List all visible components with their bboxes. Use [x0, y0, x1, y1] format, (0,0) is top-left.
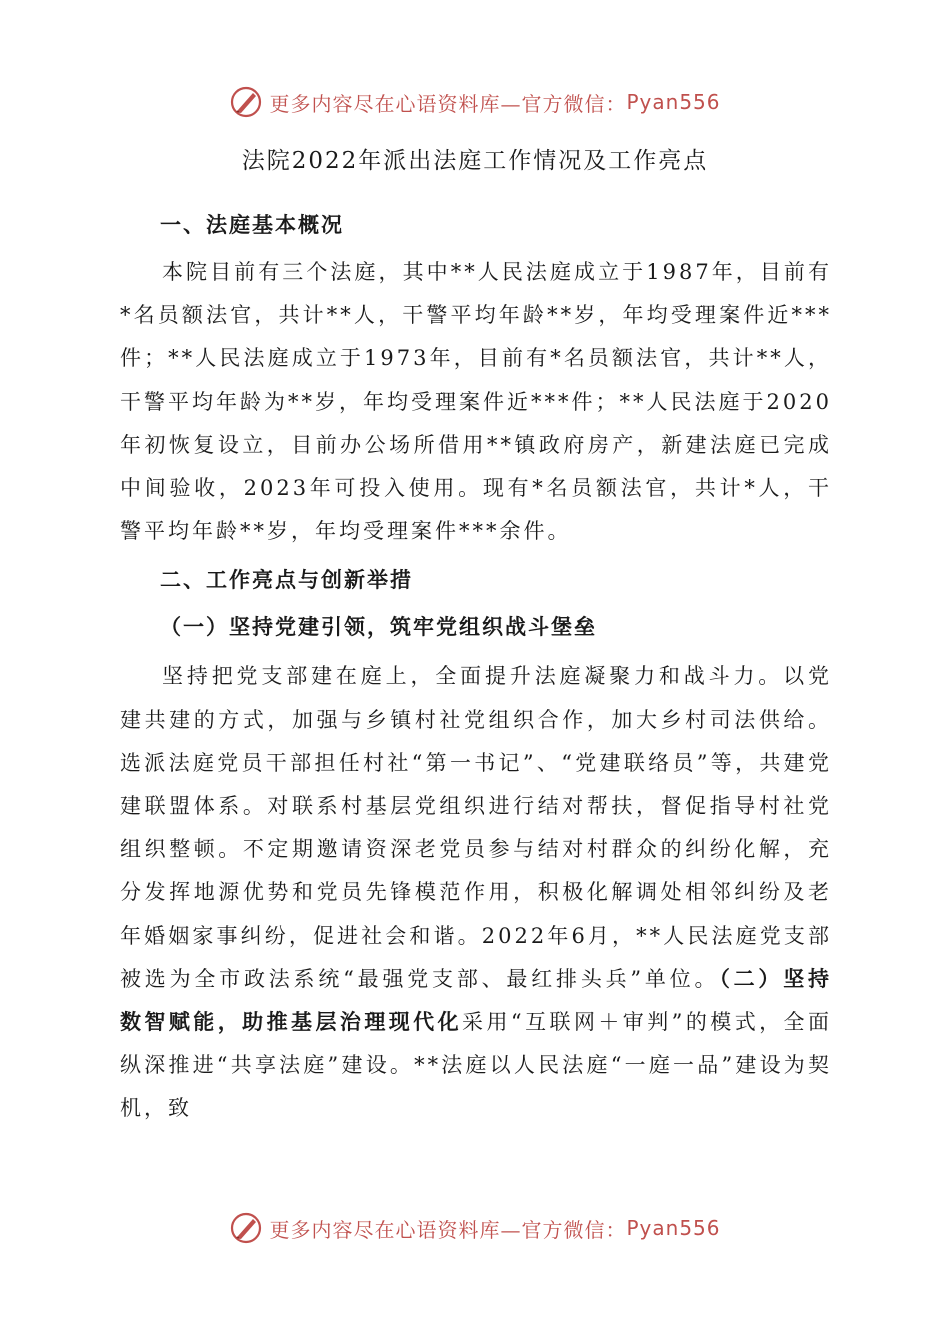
- document-title: 法院2022年派出法庭工作情况及工作亮点: [241, 148, 709, 174]
- banner-text: 更多内容尽在心语资料库—官方微信：: [269, 1217, 627, 1242]
- party-building-paragraph: [120, 655, 832, 1130]
- document-body: [120, 204, 832, 1131]
- pen-logo-icon: [229, 1211, 263, 1245]
- subheading-digital-empowerment: （二）坚持数智赋能，助推基层治理现代化: [120, 966, 832, 1035]
- subheading-party-building: （一）坚持党建引领，筑牢党组织战斗堡垒: [160, 615, 597, 640]
- party-building-text: 坚持把党支部建在庭上，全面提升法庭凝聚力和战斗力。以党建共建的方式，加强与乡镇村社党组织合作，加大乡村司法供给。选派法庭党员干部担任村社“第一书记”、“党建联络员”等，共建党建联盟体系。对联系村基层党组织进行结对帮扶，督促指导村社党组织整顿。不定期邀请资深老党员参与结对村群众的纠纷化解，充分发挥地源优势和党员先锋模范作用，积极化解调处相邻纠纷及老年婚姻家事纠纷，促进社会和谐。2022年6月，**人民法庭党支部被选为全市政法系统“最强党支部、最红排头兵”单位。: [120, 664, 832, 991]
- banner-text: 更多内容尽在心语资料库—官方微信：: [269, 91, 627, 116]
- pen-logo-icon: [229, 85, 263, 119]
- overview-paragraph: 本院目前有三个法庭，其中**人民法庭成立于1987年，目前有*名员额法官，共计**人，干警平均年龄**岁，年均受理案件近***件；**人民法庭成立于1973年，目前有*名员额法官，共计**人，干警平均年龄为**岁，年均受理案件近***件；**人民法庭于2020年初恢复设立，目前办公场所借用**镇政府房产，新建法庭已完成中间验收，2023年可投入使用。现有*名员额法官，共计*人，干警平均年龄**岁，年均受理案件***余件。: [120, 260, 832, 544]
- banner-handle: Pyan556: [626, 1216, 721, 1240]
- section-heading-highlights: 二、工作亮点与创新举措: [160, 568, 413, 593]
- section-heading-overview: 一、法庭基本概况: [160, 213, 344, 237]
- digital-empowerment-text: 采用“互联网＋审判”的模式，全面纵深推进“共享法庭”建设。**法庭以人民法庭“一庭一品”建设为契机，致: [120, 1010, 832, 1121]
- banner-handle: Pyan556: [626, 90, 721, 114]
- footer-watermark-banner: [0, 1210, 950, 1246]
- header-watermark-banner: [0, 84, 950, 120]
